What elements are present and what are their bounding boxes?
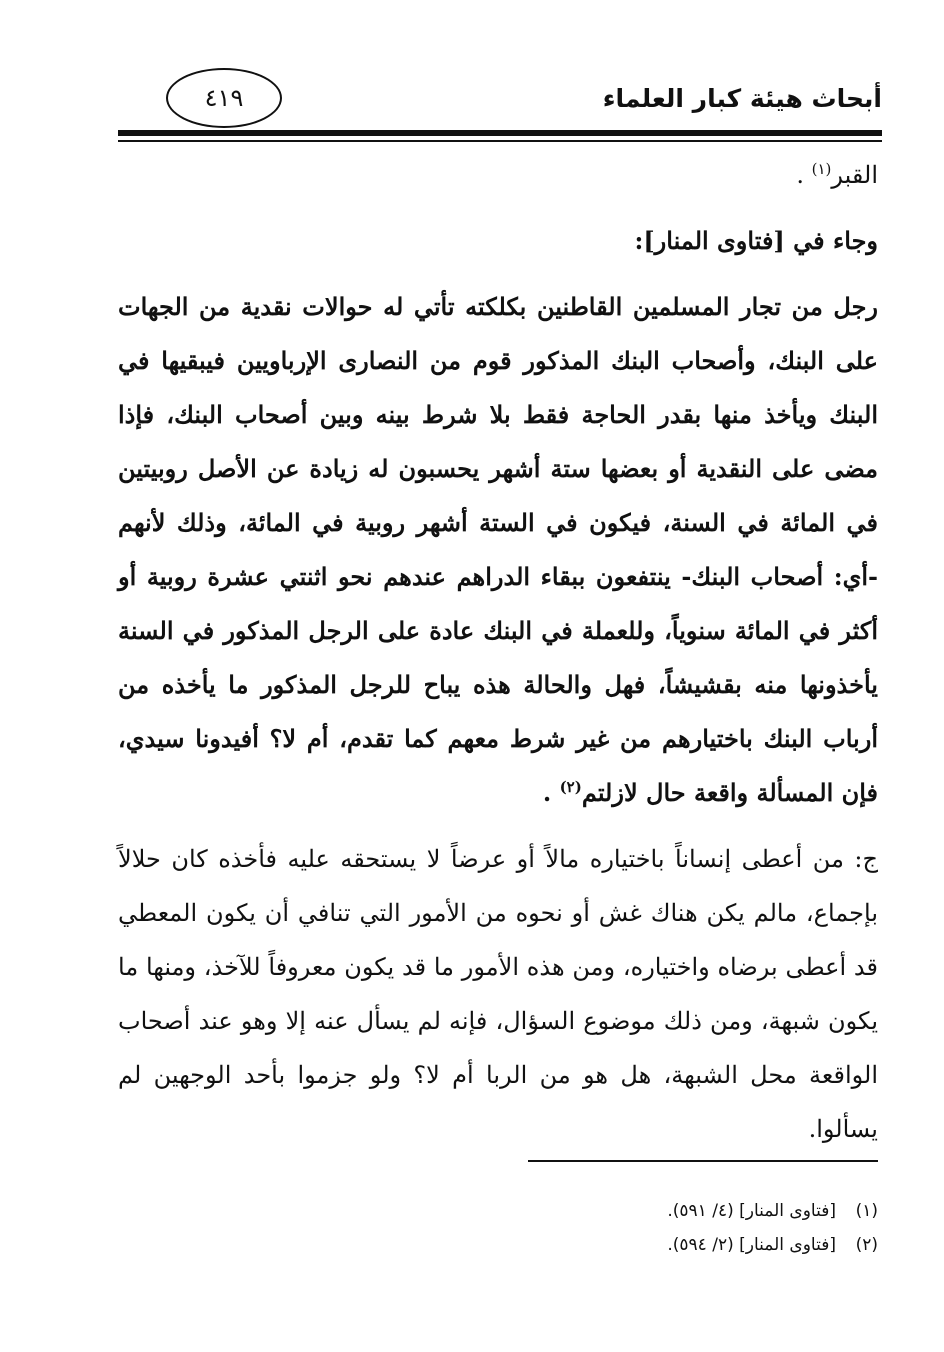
main-text	[118, 148, 878, 1156]
question-end: .	[542, 778, 552, 807]
footnotes	[378, 1194, 878, 1262]
section-heading: وجاء في [فتاوى المنار]:	[634, 226, 878, 255]
header-rule-thin	[118, 140, 882, 142]
footnote-ref-1: (١)	[811, 160, 832, 178]
question-text: رجل من تجار المسلمين القاطنين بكلكته تأتي له حوالات نقدية من الجهات على البنك، وأصحاب البنك المذكور قوم من النصارى الإرباويين فيبقيها في البنك ويأخذ منها بقدر الحاجة فقط بلا شرط بينه وبين أصحاب البنك، فإذا مضى على النقدية أو بعضها ستة أشهر يحسبون له زيادة عن الأصل روبيتين في المائة في السنة، فيكون في الستة أشهر روبية في المائة، وذلك لأنهم -أي: أصحاب البنك- ينتفعون ببقاء الدراهم عندهم نحو اثنتي عشرة روبية أو أكثر في المائة سنوياً، وللعملة في البنك عادة على الرجل المذكور في السنة يأخذونها منه بقشيشاً، فهل والحالة هذه يباح للرجل المذكور ما يأخذه من أرباب البنك باختيارهم من غير شرط معهم كما تقدم، أم لا؟ أفيدونا سيدي، فإن المسألة واقعة حال لازلتم	[118, 292, 879, 807]
header-rule-thick	[118, 130, 882, 136]
continuation-text: القبر	[831, 161, 878, 189]
continuation-end: .	[796, 161, 804, 189]
page-number-oval	[166, 68, 282, 128]
footnote-1-number: (١)	[855, 1201, 878, 1221]
footnote-ref-2: (٢)	[559, 778, 582, 796]
footnote-2-text: [فتاوى المنار] (٢/ ٥٩٤).	[667, 1235, 836, 1255]
footnote-1	[378, 1194, 878, 1228]
running-header-title: أبحاث هيئة كبار العلماء	[602, 84, 882, 113]
question-paragraph	[118, 280, 878, 820]
footnote-separator	[528, 1160, 878, 1162]
page-number: ٤١٩	[204, 84, 244, 112]
footnote-1-text: [فتاوى المنار] (٤/ ٥٩١).	[667, 1201, 836, 1221]
answer-paragraph: ج: من أعطى إنساناً باختياره مالاً أو عرضاً لا يستحقه عليه فأخذه كان حلالاً بإجماع، مالم يكن هناك غش أو نحوه من الأمور التي تنافي أن يكون المعطي قد أعطى برضاه واختياره، ومن هذه الأمور ما قد يكون معروفاً للآخذ، ومنها ما يكون شبهة، ومن ذلك موضوع السؤال، فإنه لم يسأل عنه إلا وهو عند أصحاب الواقعة محل الشبهة، هل هو من الربا أم لا؟ ولو جزموا بأحد الوجهين لم يسألوا.	[118, 845, 879, 1143]
footnote-2	[378, 1228, 878, 1262]
footnote-2-number: (٢)	[855, 1235, 878, 1255]
continuation-paragraph	[118, 148, 878, 202]
